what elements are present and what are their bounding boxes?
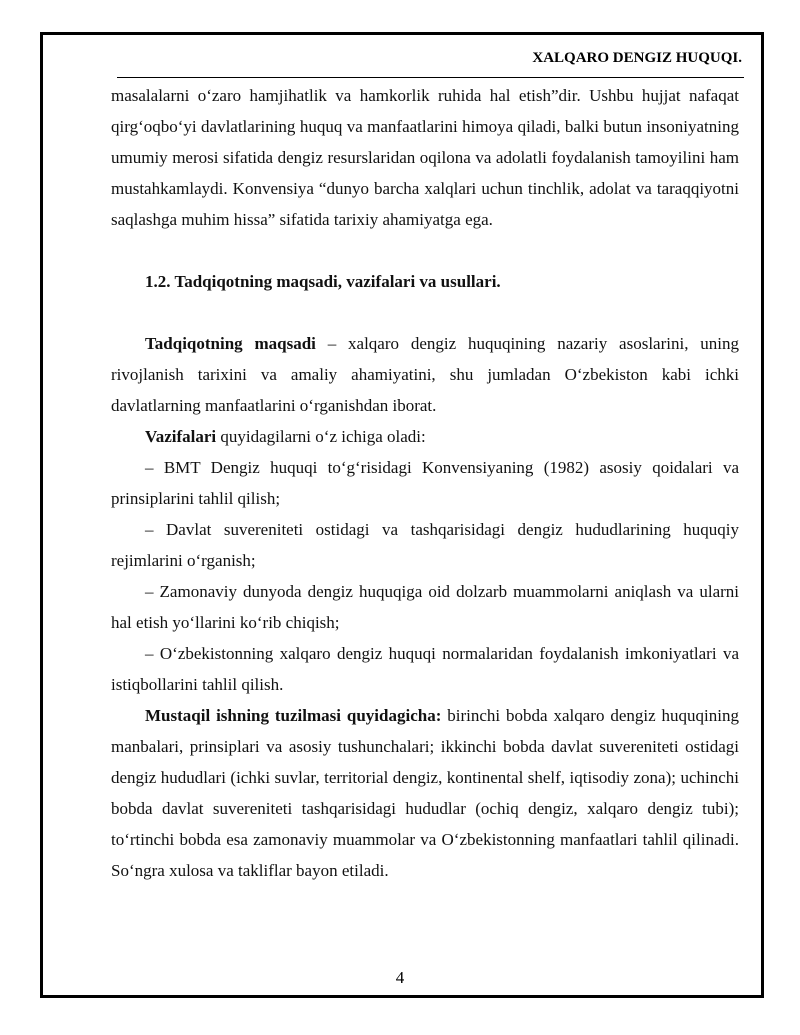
page-number: 4 xyxy=(395,968,405,987)
task-item: – BMT Dengiz huquqi to‘g‘risidagi Konvensiyaning (1982) asosiy qoidalari va prinsiplarini tahlil qilish; xyxy=(111,458,739,508)
header-rule xyxy=(117,77,744,78)
purpose-text: – xalqaro dengiz huquqining nazariy asoslarini, uning rivojlanish tarixini va amaliy ahamiyatini, shu jumladan O‘zbekiston kabi ichki davlatlarning manfaatlarini o‘rganishdan iborat. xyxy=(111,334,739,415)
task-item: – O‘zbekistonning xalqaro dengiz huquqi normalaridan foydalanish imkoniyatlari va istiqbollarini tahlil qilish. xyxy=(111,644,739,694)
tasks-intro xyxy=(111,421,739,452)
intro-paragraph: masalalarni o‘zaro hamjihatlik va hamkorlik ruhida hal etish”dir. Ushbu hujjat nafaqat qirg‘oqbo‘yi davlatlarining huquq va manfaatlarini himoya qiladi, balki butun insoniyatning umumiy merosi sifatida dengiz resurslaridan oqilona va adolatli foydalanish tamoyilini ham mustahkamlaydi. Konvensiya “dunyo barcha xalqlari uchun tinchlik, adolat va taraqqiyotni saqlashga muhim hissa” sifatida tarixiy ahamiyatga ega. xyxy=(111,86,739,229)
page-content xyxy=(111,80,739,886)
tasks-label: Vazifalari xyxy=(145,427,217,446)
task-item: – Zamonaviy dunyoda dengiz huquqiga oid dolzarb muammolarni aniqlash va ularni hal etish yo‘llarini ko‘rib chiqish; xyxy=(111,582,739,632)
tasks-text: quyidagilarni o‘z ichiga oladi: xyxy=(216,427,426,446)
structure-paragraph xyxy=(111,700,739,886)
purpose-label: Tadqiqotning maqsadi xyxy=(145,334,316,353)
section-heading: 1.2. Tadqiqotning maqsadi, vazifalari va usullari. xyxy=(145,272,501,291)
structure-label: Mustaqil ishning tuzilmasi quyidagicha: xyxy=(145,706,442,725)
structure-text: birinchi bobda xalqaro dengiz huquqining manbalari, prinsiplari va asosiy tushunchalari; ikkinchi bobda davlat suvereniteti ostidagi dengiz hududlari (ichki suvlar, territorial dengiz, kontinental shelf, iqtisodiy zona); uchinchi bobda davlat suvereniteti tashqarisidagi hududlar (ochiq dengiz, xalqaro dengiz tubi); to‘rtinchi bobda esa zamonaviy muammolar va O‘zbekistonning manfaatlari tahlil qilinadi. So‘ngra xulosa va takliflar bayon etiladi. xyxy=(111,706,739,880)
task-item: – Davlat suvereniteti ostidagi va tashqarisidagi dengiz hududlarining huquqiy rejimlarini o‘rganish; xyxy=(111,520,739,570)
purpose-paragraph xyxy=(111,328,739,421)
running-header: XALQARO DENGIZ HUQUQI. xyxy=(532,50,742,66)
